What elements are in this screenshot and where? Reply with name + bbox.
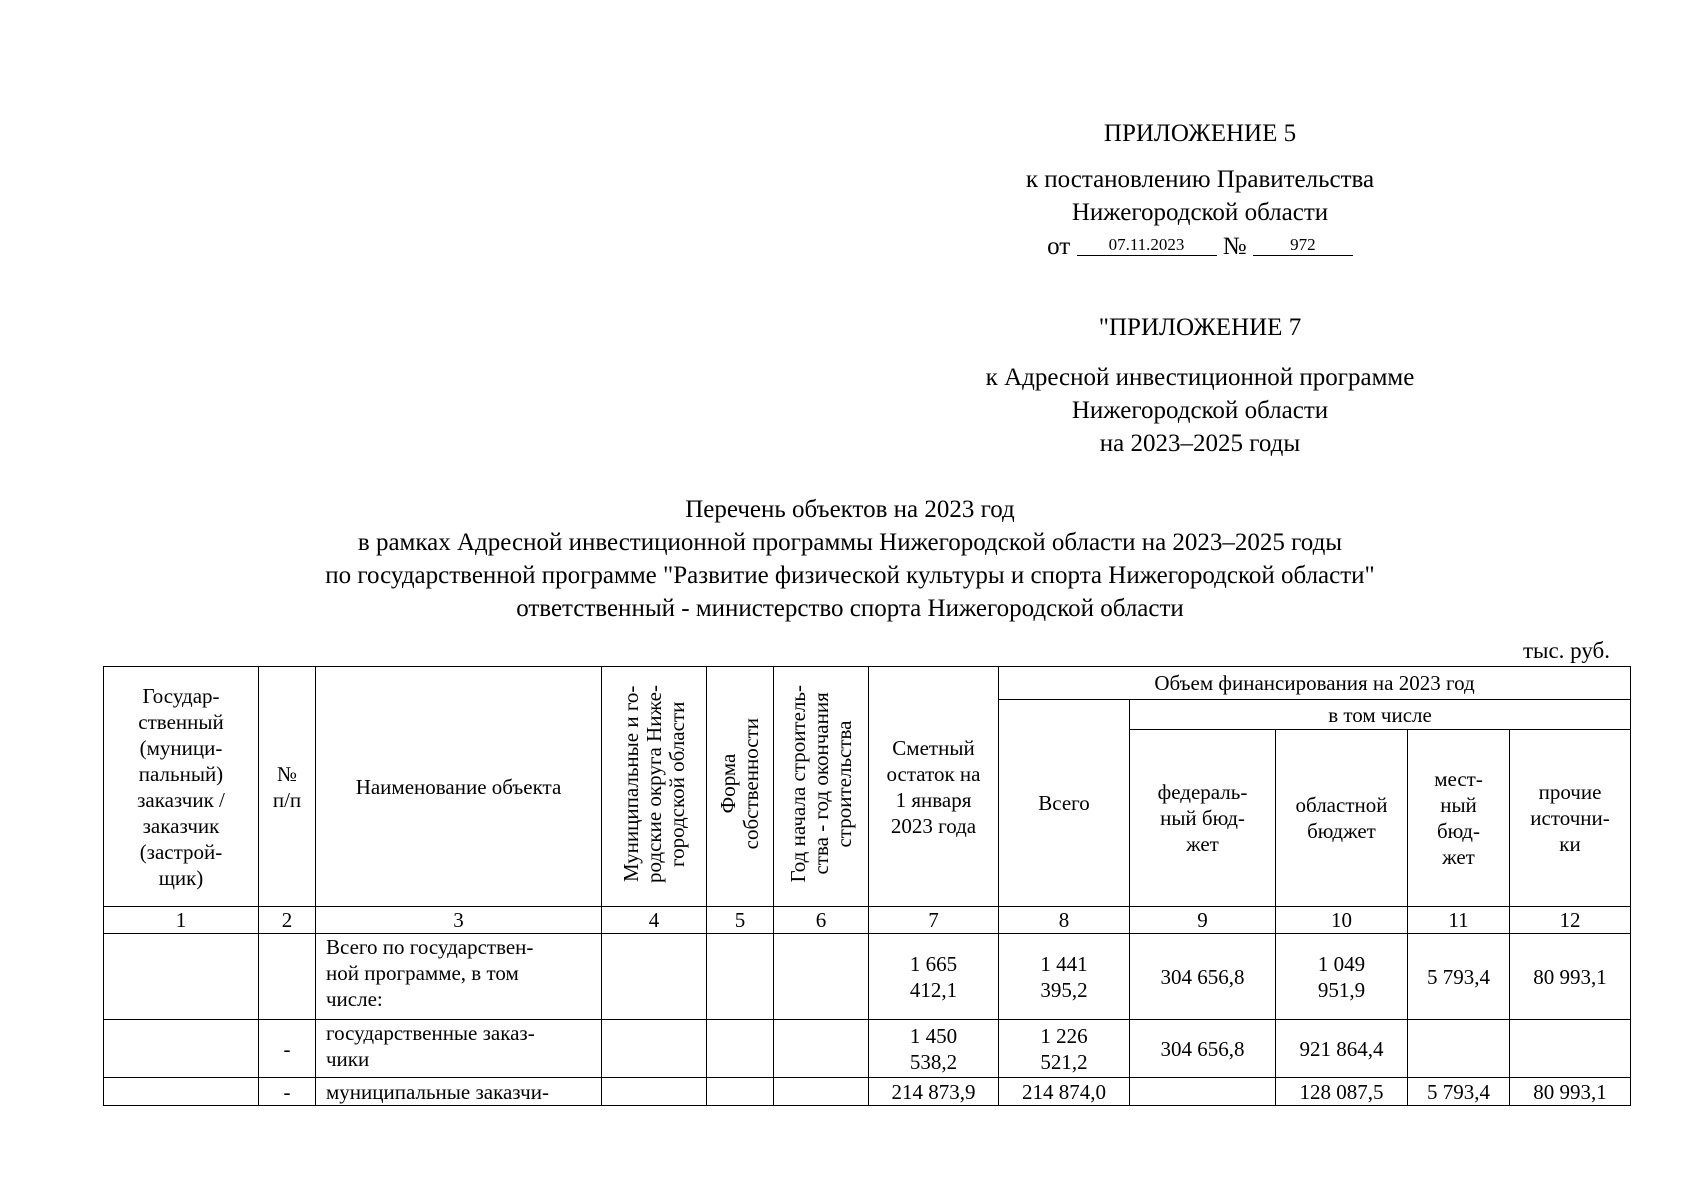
cell-municipal	[602, 1020, 707, 1078]
header-line: п/п	[272, 787, 302, 812]
header-other	[1510, 730, 1631, 907]
header-ownership	[707, 667, 774, 907]
list-title-line: в рамках Адресной инвестиционной программы Нижегородской области на 2023–2025 годы	[357, 529, 1343, 556]
cell-name	[316, 934, 602, 1020]
header-line: остаток на	[886, 761, 981, 786]
header-line: прочие	[1538, 780, 1602, 804]
header-line: Сметный	[892, 735, 975, 760]
cell-other	[1510, 1020, 1631, 1078]
header-municipal	[602, 667, 707, 907]
cell-name: муниципальные заказчи-	[316, 1078, 602, 1106]
header-line: федераль-	[1157, 780, 1248, 804]
cell-local: 5 793,4	[1408, 934, 1510, 1020]
cell-line: 395,2	[1040, 977, 1088, 1002]
appendix7-line: на 2023–2025 годы	[1099, 430, 1301, 457]
header-financing: Объем финансирования на 2023 год	[999, 667, 1631, 700]
header-line: Муниципальные и го-	[618, 685, 643, 882]
appendix7-title: "ПРИЛОЖЕНИЕ 7	[1098, 314, 1302, 341]
header-estimate	[869, 667, 999, 907]
header-line: городской области	[664, 700, 689, 867]
objects-table	[103, 666, 1631, 1106]
cell-number	[259, 934, 316, 1020]
column-number: 7	[869, 907, 999, 934]
column-number: 10	[1276, 907, 1408, 934]
cell-line: Всего по государствен-	[326, 935, 534, 959]
cell-local	[1408, 1020, 1510, 1078]
cell-estimate	[869, 1020, 999, 1078]
cell-estimate	[869, 934, 999, 1020]
cell-number: -	[259, 1078, 316, 1106]
column-number: 2	[259, 907, 316, 934]
cell-federal	[1130, 1078, 1276, 1106]
column-number: 5	[707, 907, 774, 934]
cell-local: 5 793,4	[1408, 1078, 1510, 1106]
header-total: Всего	[999, 700, 1130, 907]
header-line: ственный	[138, 709, 224, 734]
header-line: родские округа Ниже-	[641, 684, 666, 883]
cell-line: числе:	[326, 987, 383, 1011]
cell-line: 1 441	[1040, 951, 1088, 976]
column-number-row	[104, 907, 1631, 934]
appendix7-subtitle	[900, 361, 1500, 460]
cell-total	[999, 934, 1130, 1020]
header-number	[259, 667, 316, 907]
header-customer	[104, 667, 259, 907]
cell-customer	[104, 1020, 259, 1078]
decree-reference	[940, 163, 1460, 229]
header-line: Форма	[716, 753, 740, 814]
cell-line: ной программе, в том	[326, 961, 519, 985]
column-number: 8	[999, 907, 1130, 934]
cell-federal: 304 656,8	[1130, 1020, 1276, 1078]
header-line: ный	[1440, 793, 1477, 817]
cell-line: 521,2	[1040, 1049, 1088, 1074]
appendix7-line: к Адресной инвестиционной программе	[985, 364, 1415, 391]
header-line: щик)	[158, 865, 204, 890]
cell-ownership	[707, 934, 774, 1020]
cell-other: 80 993,1	[1510, 934, 1631, 1020]
header-line: бюд-	[1437, 819, 1480, 843]
header-line: ства - год окончания	[808, 692, 833, 875]
header-line: №	[276, 761, 298, 786]
appendix7-line: Нижегородской области	[1071, 397, 1329, 424]
cell-federal: 304 656,8	[1130, 934, 1276, 1020]
header-line: собственности	[739, 717, 763, 850]
list-title-line: ответственный - министерство спорта Нижегородской области	[516, 595, 1184, 622]
table-row	[104, 934, 1631, 1020]
header-line: строительства	[831, 719, 856, 847]
header-years	[774, 667, 869, 907]
cell-line: 951,9	[1317, 977, 1366, 1002]
list-title-line: Перечень объектов на 2023 год	[685, 496, 1015, 523]
list-title-line: по государственной программе "Развитие физической культуры и спорта Нижегородской области"	[325, 562, 1375, 589]
cell-estimate: 214 873,9	[869, 1078, 999, 1106]
cell-line: 412,1	[909, 977, 958, 1002]
header-line: Год начала строитель-	[785, 684, 810, 883]
cell-ownership	[707, 1020, 774, 1078]
header-regional	[1276, 730, 1408, 907]
header-federal	[1130, 730, 1276, 907]
column-number: 11	[1408, 907, 1510, 934]
decree-line: Нижегородской области	[1071, 199, 1329, 226]
cell-name	[316, 1020, 602, 1078]
column-number: 1	[104, 907, 259, 934]
cell-customer	[104, 934, 259, 1020]
decree-date-number	[960, 230, 1440, 263]
header-object-name: Наименование объекта	[316, 667, 602, 907]
cell-regional	[1276, 934, 1408, 1020]
cell-regional: 128 087,5	[1276, 1078, 1408, 1106]
decree-line: к постановлению Правительства	[1025, 166, 1375, 193]
cell-years	[774, 934, 869, 1020]
column-number: 6	[774, 907, 869, 934]
header-line: бюджет	[1307, 819, 1376, 843]
table-row	[104, 1078, 1631, 1106]
column-number: 4	[602, 907, 707, 934]
cell-line: 1 665	[909, 951, 958, 976]
cell-number: -	[259, 1020, 316, 1078]
header-line: заказчик /	[137, 787, 225, 812]
header-line: ки	[1559, 832, 1581, 856]
header-line: (муници-	[139, 735, 223, 760]
unit-label: тыс. руб.	[1522, 638, 1610, 663]
header-line: 1 января	[895, 787, 972, 812]
header-line: жет	[1186, 832, 1219, 856]
cell-municipal	[602, 1078, 707, 1106]
cell-regional: 921 864,4	[1276, 1020, 1408, 1078]
header-line: пальный)	[138, 761, 224, 786]
cell-years	[774, 1078, 869, 1106]
decree-date: 07.11.2023	[1077, 235, 1217, 256]
cell-years	[774, 1020, 869, 1078]
header-line: заказчик	[142, 813, 220, 838]
column-number: 12	[1510, 907, 1631, 934]
number-sign: №	[1222, 233, 1247, 260]
cell-line: 1 450	[909, 1023, 958, 1048]
header-line: ный бюд-	[1160, 806, 1245, 830]
list-title	[170, 493, 1530, 625]
header-line: областной	[1295, 793, 1388, 817]
cell-customer	[104, 1078, 259, 1106]
header-line: источни-	[1530, 806, 1610, 830]
date-prefix: от	[1047, 233, 1071, 260]
header-line: жет	[1442, 845, 1475, 869]
appendix-title: ПРИЛОЖЕНИЕ 5	[1103, 120, 1297, 147]
cell-line: 1 226	[1040, 1023, 1088, 1048]
cell-total	[999, 1020, 1130, 1078]
header-line: 2023 года	[890, 813, 977, 838]
cell-total: 214 874,0	[999, 1078, 1130, 1106]
cell-municipal	[602, 934, 707, 1020]
decree-number: 972	[1253, 235, 1353, 256]
cell-line: 538,2	[909, 1049, 958, 1074]
header-line: мест-	[1434, 767, 1483, 791]
cell-line: государственные заказ-	[326, 1021, 535, 1045]
table-row	[104, 1020, 1631, 1078]
cell-line: 1 049	[1317, 951, 1366, 976]
cell-line: чики	[326, 1047, 370, 1071]
header-line: Государ-	[142, 683, 220, 708]
column-number: 3	[316, 907, 602, 934]
column-number: 9	[1130, 907, 1276, 934]
cell-ownership	[707, 1078, 774, 1106]
header-line: (застрой-	[139, 839, 223, 864]
cell-other: 80 993,1	[1510, 1078, 1631, 1106]
header-including: в том числе	[1130, 700, 1631, 730]
header-local	[1408, 730, 1510, 907]
